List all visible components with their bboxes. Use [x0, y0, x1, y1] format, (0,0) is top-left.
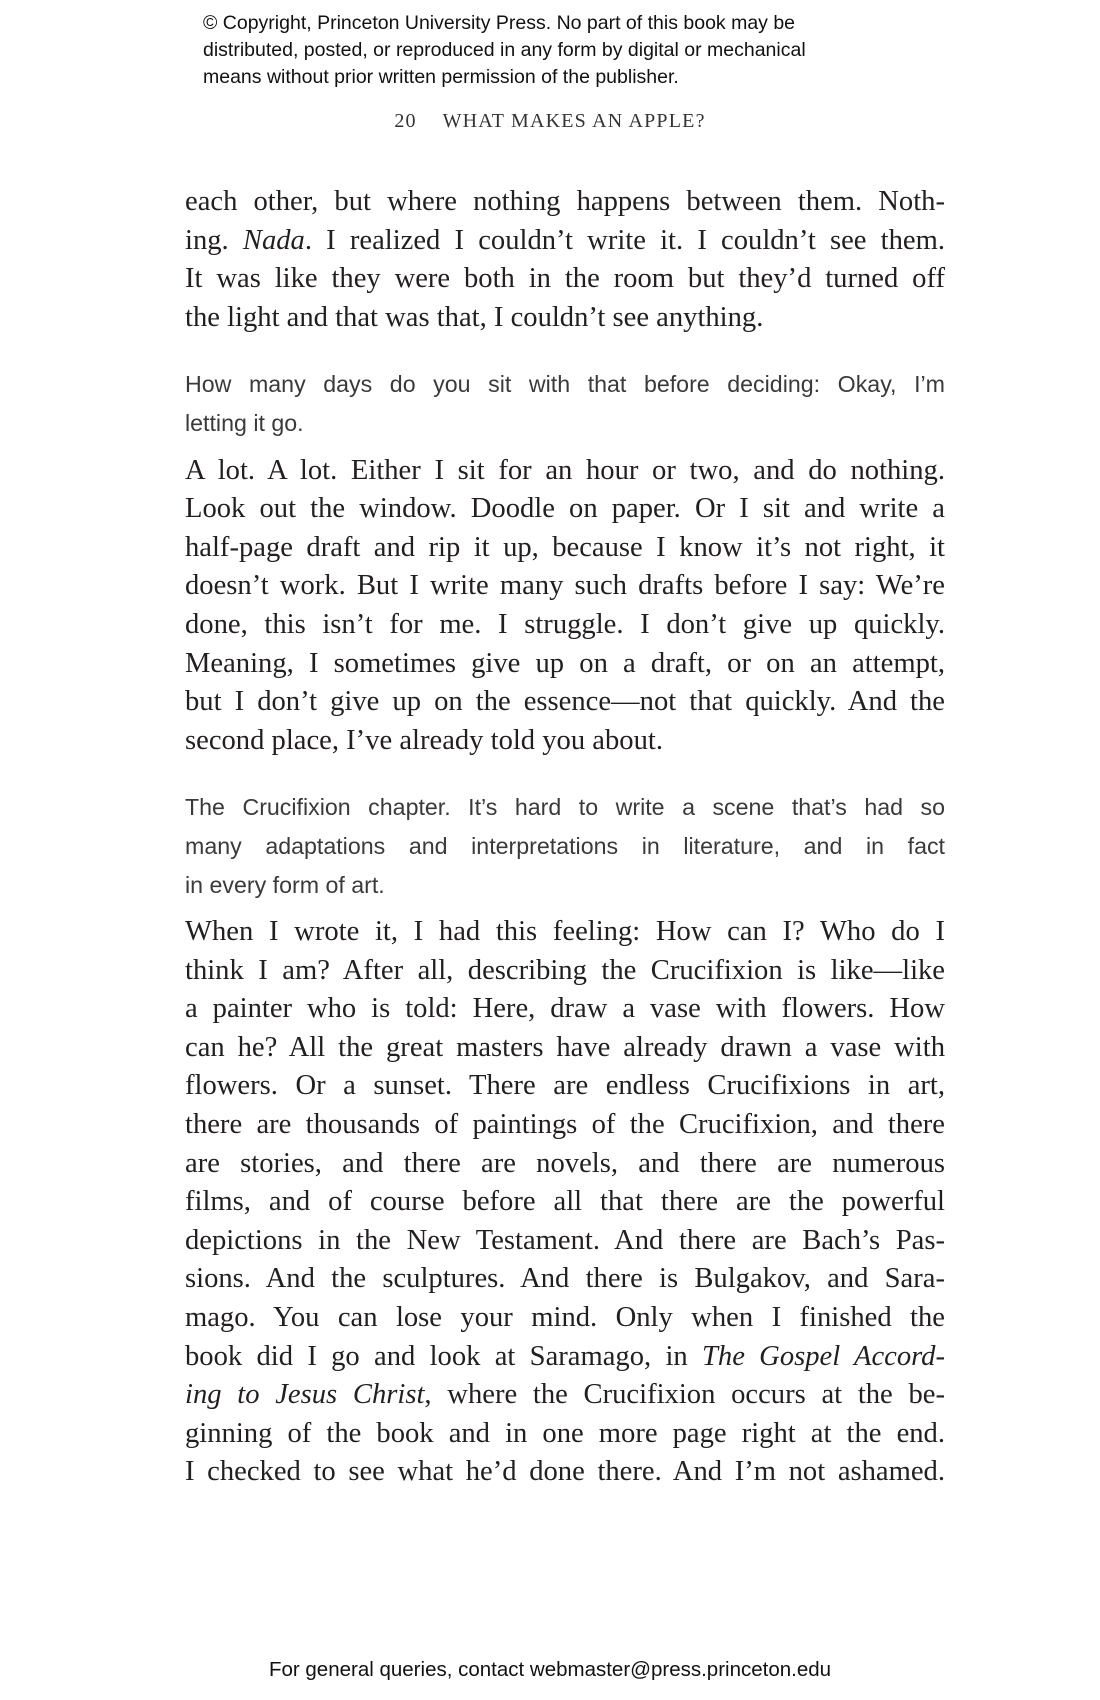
italic-title: The Gospel Accord-: [702, 1340, 946, 1372]
text-line: done, this isn’t for me. I struggle. I don’t give up quickly.: [185, 608, 945, 640]
running-header: [0, 110, 1100, 133]
running-title: WHAT MAKES AN APPLE?: [442, 110, 706, 132]
text-line: flowers. Or a sunset. There are endless Crucifixions in art,: [185, 1070, 945, 1102]
text-line: ginning of the book and in one more page right at the end.: [185, 1417, 945, 1449]
question-paragraph: [185, 788, 945, 904]
text-line: the light and that was that, I couldn’t see anything.: [185, 301, 764, 333]
text-line: there are thousands of paintings of the Crucifixion, and there: [185, 1109, 945, 1141]
text-line: think I am? After all, describing the Crucifixion is like—like: [185, 954, 945, 986]
text-line: in every form of art.: [185, 871, 385, 898]
footer-contact: For general queries, contact webmaster@press.princeton.edu: [268, 1658, 832, 1681]
text-line: each other, but where nothing happens between them. Noth-: [185, 186, 945, 217]
text-line: It was like they were both in the room but they’d turned off: [185, 263, 945, 295]
text-line: When I wrote it, I had this feeling: How can I? Who do I: [185, 916, 945, 948]
text-line: Look out the window. Doodle on paper. Or I sit and write a: [185, 493, 945, 525]
text-line: are stories, and there are novels, and there are numerous: [185, 1147, 945, 1179]
text-line: a painter who is told: Here, draw a vase with flowers. How: [185, 993, 945, 1025]
answer-paragraph: [185, 183, 945, 337]
text-line: half-page draft and rip it up, because I know it’s not right, it: [185, 531, 945, 563]
copyright-notice: [203, 10, 923, 91]
text-line: book did I go and look at Saramago, in The Gospel Accord-: [185, 1340, 946, 1372]
answer-paragraph: [185, 452, 945, 761]
text-line: can he? All the great masters have already drawn a vase with: [185, 1031, 945, 1063]
text-line: Meaning, I sometimes give up on a draft, or on an attempt,: [185, 647, 945, 679]
text-line: second place, I’ve already told you about.: [185, 724, 663, 756]
text-line: mago. You can lose your mind. Only when I finished the: [185, 1302, 945, 1334]
text-line: How many days do you sit with that before deciding: Okay, I’m: [185, 371, 945, 398]
text-line: sions. And the sculptures. And there is Bulgakov, and Sara-: [185, 1263, 945, 1295]
text-line: The Crucifixion chapter. It’s hard to write a scene that’s had so: [185, 794, 945, 821]
copyright-line: © Copyright, Princeton University Press. No part of this book may be: [203, 12, 796, 34]
text-line: ing to Jesus Christ, where the Crucifixion occurs at the be-: [185, 1379, 945, 1411]
italic-title: ing to Jesus Christ: [185, 1379, 425, 1411]
text-line: I checked to see what he’d done there. And I’m not ashamed.: [185, 1456, 945, 1488]
copyright-line: distributed, posted, or reproduced in any form by digital or mechanical: [203, 39, 806, 61]
text-line: many adaptations and interpretations in literature, and in fact: [185, 832, 945, 859]
page-body: [185, 183, 945, 1492]
copyright-line: means without prior written permission of the publisher.: [203, 66, 679, 88]
text-line: A lot. A lot. Either I sit for an hour or two, and do nothing.: [185, 454, 945, 486]
text-line: ing. Nada. I realized I couldn’t write it. I couldn’t see them.: [185, 224, 945, 256]
text-line: films, and of course before all that there are the powerful: [185, 1186, 945, 1218]
text-line: but I don’t give up on the essence—not that quickly. And the: [185, 686, 945, 718]
answer-paragraph: [185, 913, 945, 1492]
italic-word: Nada: [242, 224, 305, 256]
text-line: depictions in the New Testament. And there are Bach’s Pas-: [185, 1224, 945, 1256]
page-number: 20: [394, 110, 417, 132]
question-paragraph: [185, 365, 945, 442]
text-line: letting it go.: [185, 409, 304, 436]
text-line: doesn’t work. But I write many such drafts before I say: We’re: [185, 570, 945, 602]
